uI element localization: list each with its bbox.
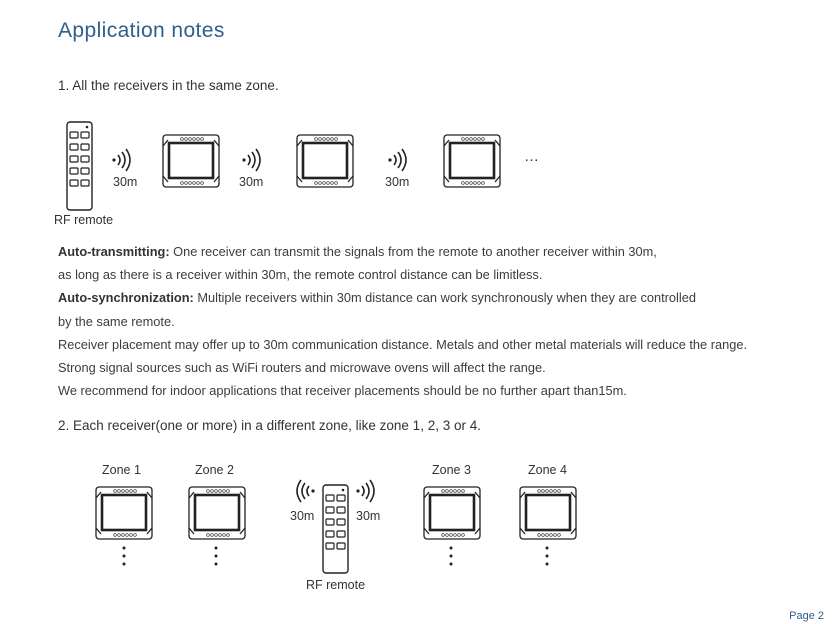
signal-waves-icon — [388, 150, 412, 172]
paragraph-line-2: as long as there is a receiver within 30m, the remote control distance can be limitless. — [58, 267, 543, 282]
zone-label: Zone 2 — [195, 463, 234, 477]
remote-label: RF remote — [306, 578, 366, 592]
receiver-icon — [296, 134, 354, 188]
auto-synchronization-term: Auto-synchronization: — [58, 290, 194, 305]
remote-label: RF remote — [54, 213, 114, 227]
paragraph-line-6: Strong signal sources such as WiFi routers and microwave ovens will affect the range. — [58, 360, 546, 375]
vertical-ellipsis-icon — [545, 546, 551, 568]
ellipsis: … — [524, 148, 539, 165]
zone-label: Zone 4 — [528, 463, 567, 477]
zone-label: Zone 3 — [432, 463, 471, 477]
distance-label: 30m — [290, 509, 315, 523]
distance-label: 30m — [239, 175, 264, 189]
vertical-ellipsis-icon — [122, 546, 128, 568]
page-title: Application notes — [58, 19, 225, 42]
receiver-icon — [519, 486, 577, 540]
vertical-ellipsis-icon — [449, 546, 455, 568]
receiver-icon — [188, 486, 246, 540]
zone-label: Zone 1 — [102, 463, 141, 477]
paragraph-line-1: Auto-transmitting: One receiver can transmit the signals from the remote to another receiver within 30m, — [58, 244, 657, 259]
paragraph-line-7: We recommend for indoor applications that receiver placements should be no further apart than15m. — [58, 383, 627, 398]
paragraph-line-4: by the same remote. — [58, 314, 175, 329]
page-number: Page 2 — [789, 610, 824, 622]
receiver-icon — [162, 134, 220, 188]
remote-icon — [66, 121, 94, 211]
paragraph-line-5: Receiver placement may offer up to 30m communication distance. Metals and other metal materials will reduce the range. — [58, 337, 747, 352]
signal-waves-icon — [112, 150, 136, 172]
remote-icon — [322, 484, 350, 574]
signal-waves-icon — [356, 481, 380, 503]
section2-heading: 2. Each receiver(one or more) in a different zone, like zone 1, 2, 3 or 4. — [58, 418, 481, 433]
distance-label: 30m — [113, 175, 138, 189]
receiver-icon — [95, 486, 153, 540]
signal-waves-icon — [293, 481, 317, 503]
distance-label: 30m — [385, 175, 410, 189]
auto-transmitting-term: Auto-transmitting: — [58, 244, 170, 259]
signal-waves-icon — [242, 150, 266, 172]
vertical-ellipsis-icon — [214, 546, 220, 568]
distance-label: 30m — [356, 509, 381, 523]
receiver-icon — [423, 486, 481, 540]
receiver-icon — [443, 134, 501, 188]
paragraph-line-3: Auto-synchronization: Multiple receivers within 30m distance can work synchronously when they are controlled — [58, 290, 696, 305]
section1-heading: 1. All the receivers in the same zone. — [58, 78, 279, 93]
